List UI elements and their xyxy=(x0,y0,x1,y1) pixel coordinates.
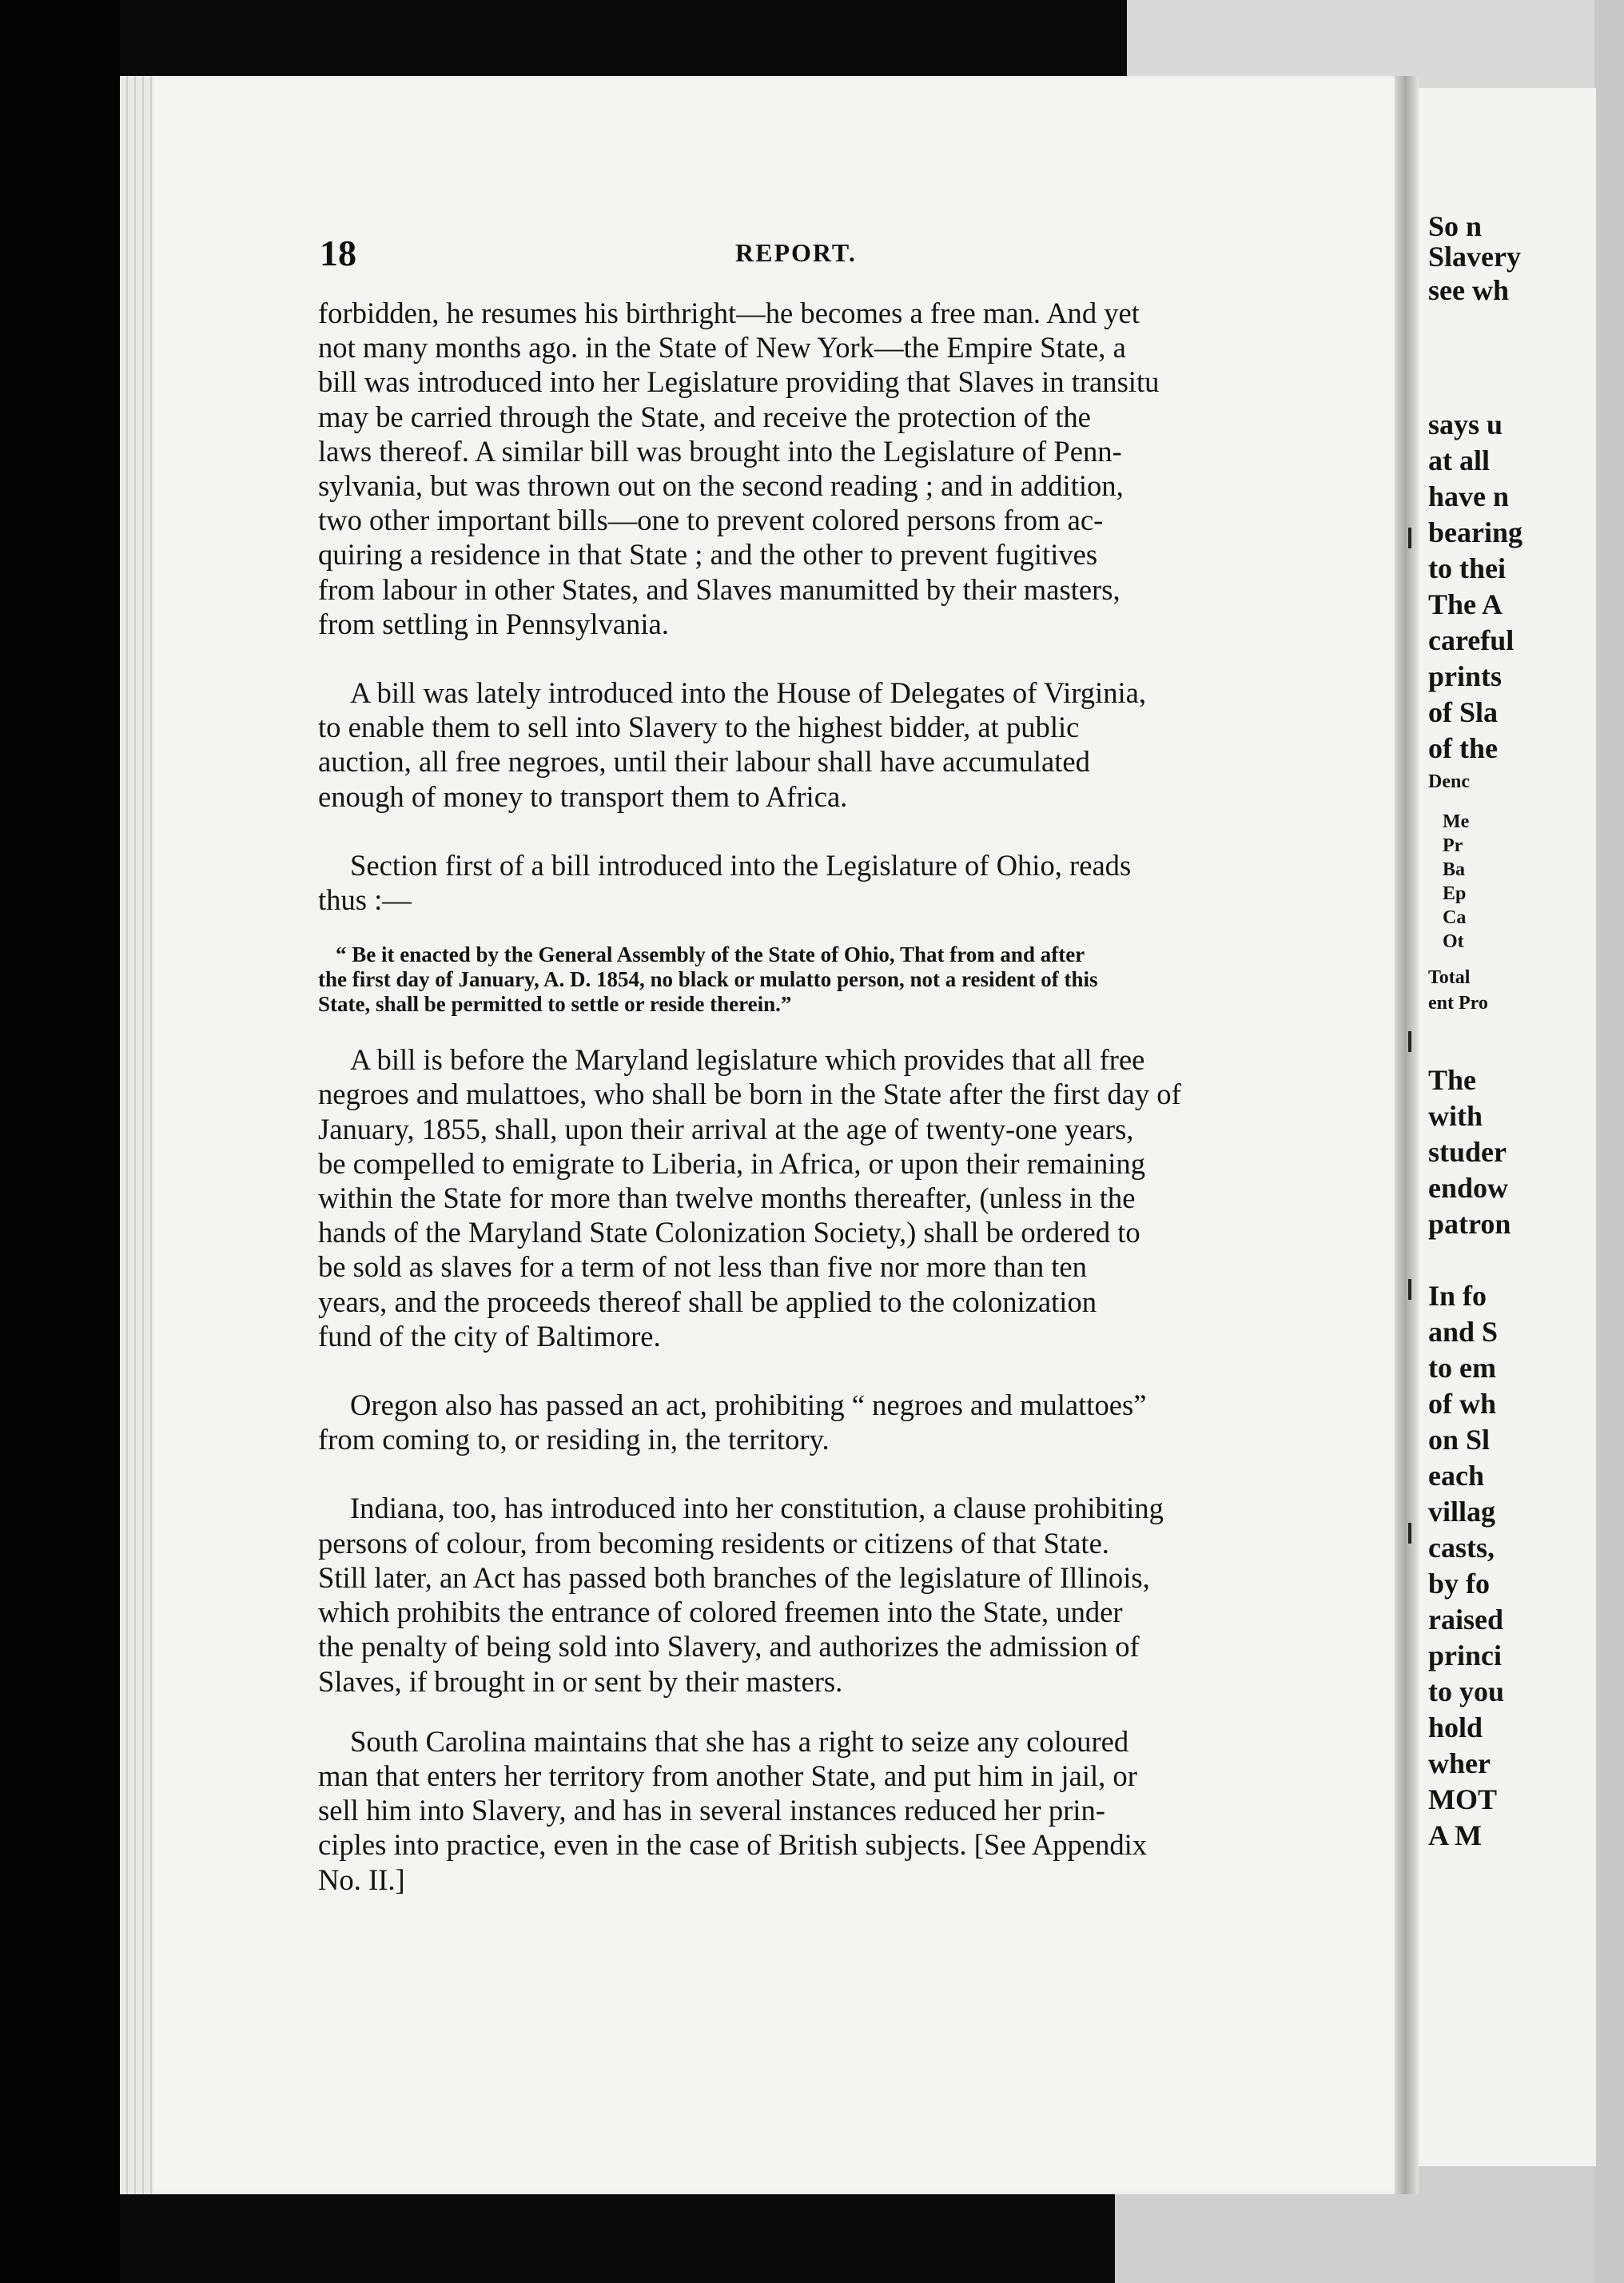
text-line: quiring a residence in that State ; and the other to prevent fugitives xyxy=(318,538,1098,572)
right-page-line: Total xyxy=(1428,967,1471,988)
binding-thread xyxy=(1408,1279,1411,1300)
right-page-line: of Sla xyxy=(1428,696,1499,728)
text-line: be sold as slaves for a term of not less than five nor more than ten xyxy=(318,1250,1087,1284)
body-text xyxy=(318,296,1280,1897)
right-page-line: MOT xyxy=(1428,1783,1497,1815)
right-page-line: Ca xyxy=(1443,907,1467,928)
paragraph xyxy=(318,1491,1280,1698)
right-page-line: at all xyxy=(1428,444,1490,476)
text-line: from settling in Pennsylvania. xyxy=(318,607,669,640)
page-header xyxy=(320,232,1287,280)
text-line: ciples into practice, even in the case of British subjects. [See Appendix xyxy=(318,1828,1148,1862)
page-edges xyxy=(120,76,153,2194)
text-line: thus :— xyxy=(318,883,412,917)
text-line: Still later, an Act has passed both branches of the legislature of Illinois, xyxy=(318,1560,1150,1594)
text-line: sell him into Slavery, and has in several instances reduced her prin- xyxy=(318,1794,1105,1827)
text-line: to enable them to sell into Slavery to the highest bidder, at public xyxy=(318,711,1080,744)
right-page-line: ent Pro xyxy=(1428,993,1488,1014)
right-page-line: The xyxy=(1428,1064,1477,1096)
quote-line: State, shall be permitted to settle or reside therein.” xyxy=(318,992,792,1017)
text-line: years, and the proceeds thereof shall be applied to the colonization xyxy=(318,1285,1097,1318)
paragraph xyxy=(318,1724,1280,1897)
right-page-line: says u xyxy=(1428,408,1503,440)
text-line: which prohibits the entrance of colored freemen into the State, under xyxy=(318,1596,1123,1629)
paragraph xyxy=(318,1388,1280,1456)
right-page-line: patron xyxy=(1428,1208,1511,1240)
text-line: may be carried through the State, and receive the protection of the xyxy=(318,400,1091,433)
paragraph xyxy=(318,296,1280,641)
paragraph xyxy=(318,1042,1280,1353)
binding-thread xyxy=(1408,1031,1411,1052)
right-page-line: raised xyxy=(1428,1604,1503,1636)
scan-background-right-strip xyxy=(1594,0,1624,2283)
right-page-line: Slavery xyxy=(1428,241,1521,273)
text-line: laws thereof. A similar bill was brought into the Legislature of Penn- xyxy=(318,434,1122,468)
text-line: A bill was lately introduced into the House of Delegates of Virginia, xyxy=(350,676,1147,710)
right-page-line: see wh xyxy=(1428,274,1509,306)
right-page-line: to em xyxy=(1428,1352,1496,1384)
right-page-line: on Sl xyxy=(1428,1424,1491,1456)
right-page-line: The A xyxy=(1428,588,1503,620)
page-number: 18 xyxy=(320,233,356,273)
right-page-line: A M xyxy=(1428,1819,1482,1851)
right-page-line: wher xyxy=(1428,1747,1491,1779)
right-page-line: Ot xyxy=(1443,931,1464,952)
right-page-line: and S xyxy=(1428,1316,1499,1348)
text-line: hands of the Maryland State Colonization Society,) shall be ordered to xyxy=(318,1216,1140,1249)
right-page-line: In fo xyxy=(1428,1280,1487,1312)
text-line: No. II.] xyxy=(318,1863,405,1896)
text-line: South Carolina maintains that she has a right to seize any coloured xyxy=(350,1724,1129,1758)
scan-background-left xyxy=(0,0,120,2283)
right-page-line: Ep xyxy=(1443,883,1467,904)
text-line: Slaves, if brought in or sent by their masters. xyxy=(318,1664,843,1698)
text-line: bill was introduced into her Legislature providing that Slaves in transitu xyxy=(318,365,1160,399)
right-page-line: Ba xyxy=(1443,859,1466,880)
right-page-line: Pr xyxy=(1443,835,1463,856)
scan-background-top-right xyxy=(1127,0,1624,88)
right-page-line: of the xyxy=(1428,732,1498,764)
text-line: A bill is before the Maryland legislature which provides that all free xyxy=(350,1043,1145,1077)
quote-line: “ Be it enacted by the General Assembly of the State of Ohio, That from and after xyxy=(336,942,1085,967)
text-line: from labour in other States, and Slaves manumitted by their masters, xyxy=(318,572,1120,606)
right-page-line: of wh xyxy=(1428,1388,1497,1420)
text-line: fund of the city of Baltimore. xyxy=(318,1319,661,1353)
text-line: Oregon also has passed an act, prohibiting “ negroes and mulattoes” xyxy=(350,1389,1147,1422)
text-line: negroes and mulattoes, who shall be born in the State after the first day of xyxy=(318,1078,1181,1111)
text-line: sylvania, but was thrown out on the second reading ; and in addition, xyxy=(318,469,1124,503)
right-page-line: studer xyxy=(1428,1136,1507,1168)
text-line: two other important bills—one to prevent colored persons from ac- xyxy=(318,504,1104,537)
text-line: January, 1855, shall, upon their arrival at the age of twenty-one years, xyxy=(318,1112,1134,1145)
text-line: Section first of a bill introduced into the Legislature of Ohio, reads xyxy=(350,848,1132,882)
right-page-line: have n xyxy=(1428,480,1510,512)
right-page-line: bearing xyxy=(1428,516,1523,548)
text-line: not many months ago. in the State of New York—the Empire State, a xyxy=(318,331,1126,365)
right-page-line: hold xyxy=(1428,1711,1483,1743)
right-page xyxy=(1419,88,1596,2166)
right-page-line: Denc xyxy=(1428,771,1470,792)
right-page-line: with xyxy=(1428,1100,1483,1132)
right-page-line: to thei xyxy=(1428,552,1506,584)
right-page-line: Me xyxy=(1443,811,1470,832)
right-page-line: villag xyxy=(1428,1496,1496,1528)
text-line: from coming to, or residing in, the territory. xyxy=(318,1423,830,1456)
right-page-line: So n xyxy=(1428,210,1483,242)
text-line: auction, all free negroes, until their labour shall have accumulated xyxy=(318,745,1090,779)
quote-line: the first day of January, A. D. 1854, no black or mulatto person, not a resident of this xyxy=(318,967,1098,992)
text-line: the penalty of being sold into Slavery, and authorizes the admission of xyxy=(318,1630,1140,1663)
right-page-line: by fo xyxy=(1428,1568,1491,1600)
binding-thread xyxy=(1408,1523,1411,1544)
book-gutter xyxy=(1395,76,1419,2194)
text-line: enough of money to transport them to Africa. xyxy=(318,779,848,813)
right-page-line: prints xyxy=(1428,660,1503,692)
right-page-line: endow xyxy=(1428,1172,1509,1204)
right-page-line: princi xyxy=(1428,1640,1503,1671)
text-line: forbidden, he resumes his birthright—he becomes a free man. And yet xyxy=(318,297,1140,329)
running-head: REPORT. xyxy=(735,238,857,267)
right-page-line: careful xyxy=(1428,624,1515,656)
block-quote xyxy=(318,942,1280,1017)
text-line: Indiana, too, has introduced into her constitution, a clause prohibiting xyxy=(350,1492,1164,1525)
right-page-line: each xyxy=(1428,1460,1484,1492)
text-line: man that enters her territory from another State, and put him in jail, or xyxy=(318,1759,1137,1792)
paragraph xyxy=(318,675,1280,814)
paragraph xyxy=(318,848,1280,917)
right-page-line: casts, xyxy=(1428,1532,1495,1564)
text-line: within the State for more than twelve months thereafter, (unless in the xyxy=(318,1181,1136,1215)
text-line: persons of colour, from becoming residents or citizens of that State. xyxy=(318,1526,1109,1560)
text-line: be compelled to emigrate to Liberia, in Africa, or upon their remaining xyxy=(318,1146,1146,1180)
binding-thread xyxy=(1408,528,1411,548)
right-page-line: to you xyxy=(1428,1675,1505,1707)
